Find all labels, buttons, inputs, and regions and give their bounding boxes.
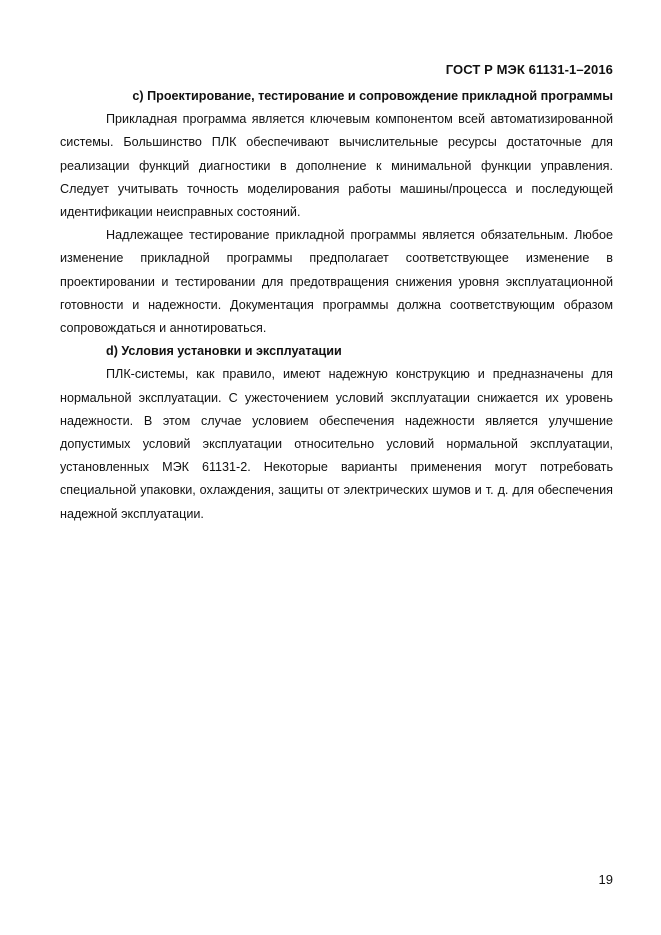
paragraph: Прикладная программа является ключевым компонентом всей автоматизированной системы. Большинство ПЛК обеспечивают вычислительные ресурсы достаточные для реализации функций диагностики в дополнение к минимальной функции управления. Следует учитывать точность моделирования работы машины/процесса и последующей идентификации неисправных состояний. <box>60 112 613 220</box>
section-heading-c: с) Проектирование, тестирование и сопровождение прикладной программы <box>132 89 613 103</box>
paragraph: Надлежащее тестирование прикладной программы является обязательным. Любое изменение прикладной программы предполагает соответствующее изменение в проектировании и тестировании для предотвращения снижения уровня эксплуатационной готовности и надежности. Документация программы должна соответствующим образом сопровождаться и аннотироваться. <box>60 228 613 336</box>
section-heading-d: d) Условия установки и эксплуатации <box>106 344 342 359</box>
paragraph: ПЛК-системы, как правило, имеют надежную конструкцию и предназначены для нормальной эксплуатации. С ужесточением условий эксплуатации снижается их уровень надежности. В этом случае условием обеспечения надежности является улучшение допустимых условий эксплуатации относительно условий нормальной эксплуатации, установленных МЭК 61131-2. Некоторые варианты применения могут потребовать специальной упаковки, охлаждения, защиты от электрических шумов и т. д. для обеспечения надежной эксплуатации. <box>60 367 613 521</box>
document-header: ГОСТ Р МЭК 61131-1–2016 <box>445 62 613 77</box>
document-body <box>60 85 613 526</box>
page-number: 19 <box>598 872 613 887</box>
